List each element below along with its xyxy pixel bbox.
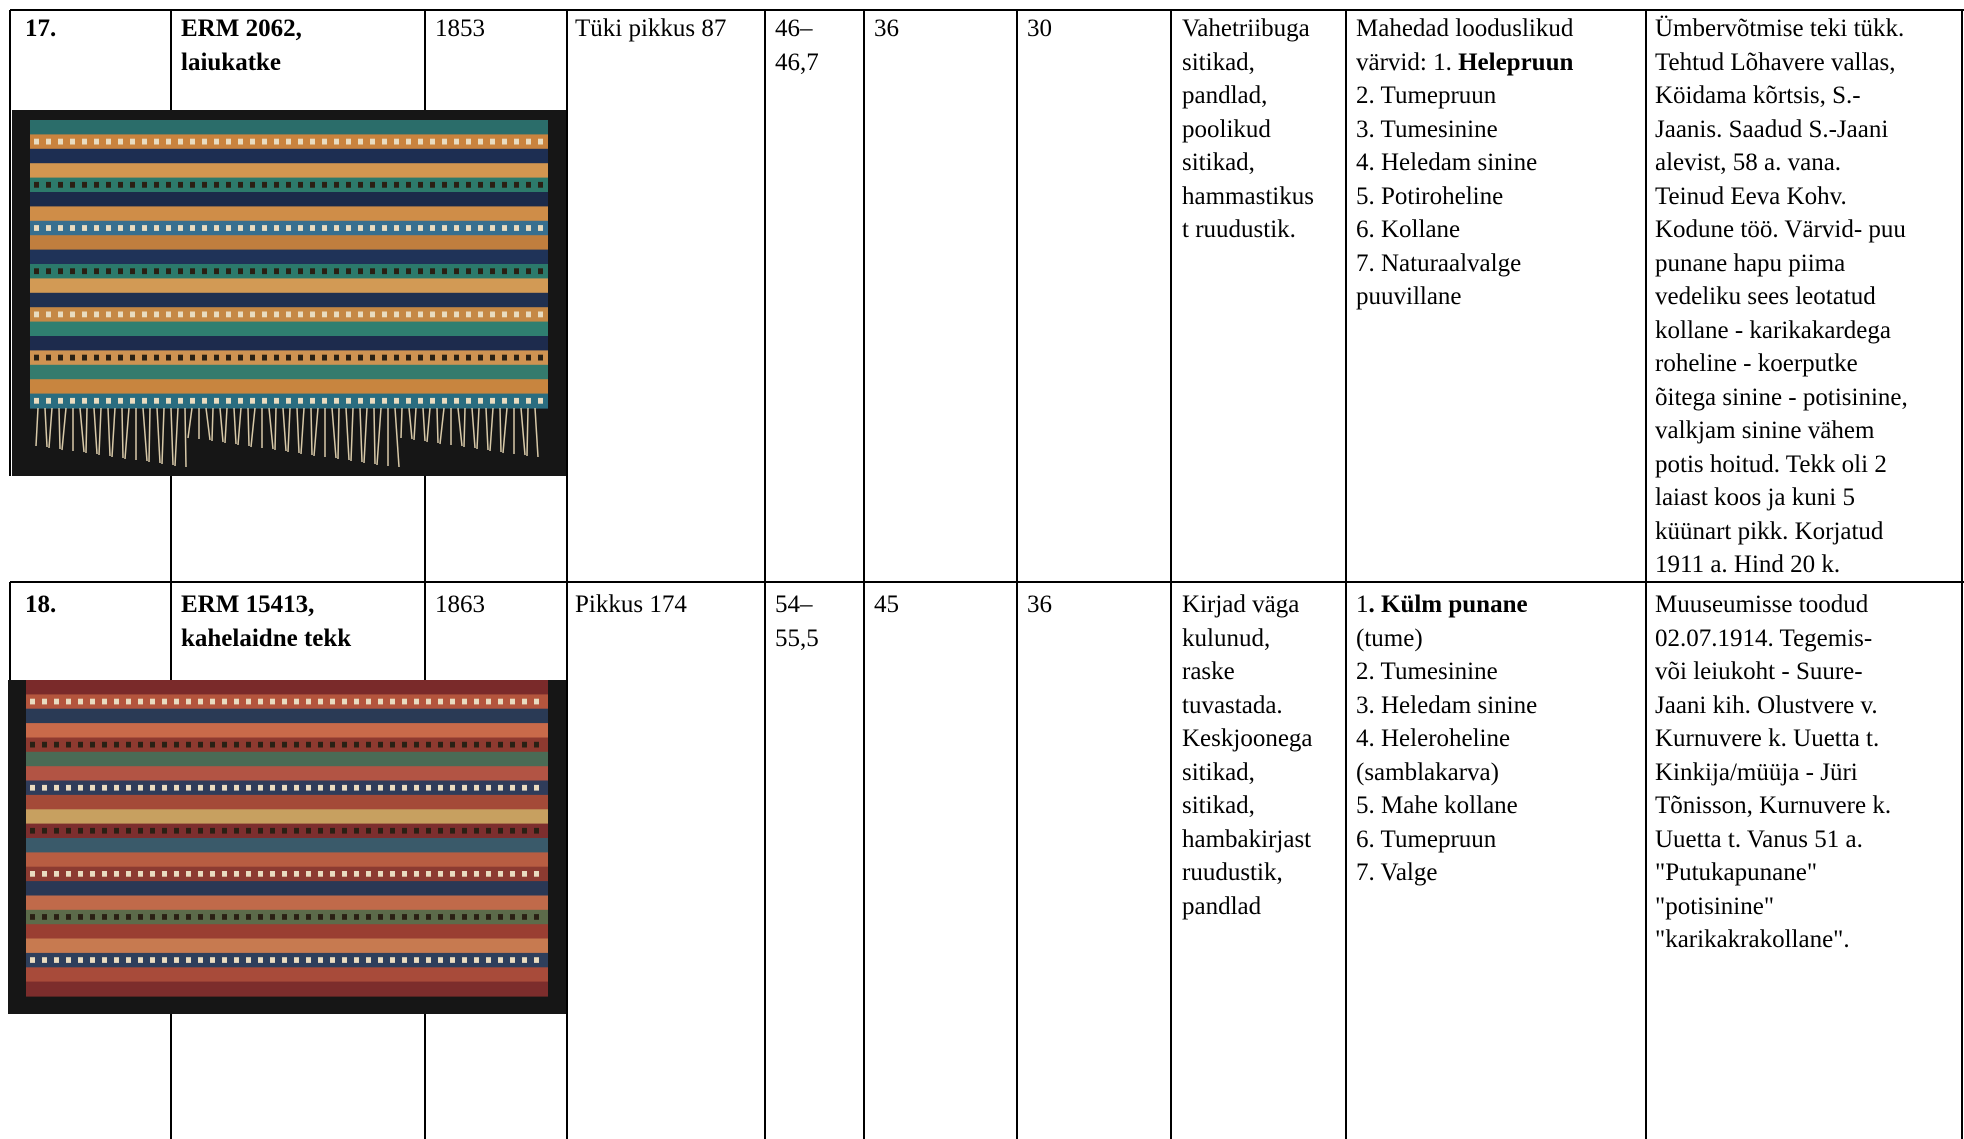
row17-length: Tüki pikkus 87 [575,15,727,42]
notes-line: alevist, 58 a. vana. [1655,149,1842,176]
colors-line [1356,247,1521,281]
colors-line [1356,79,1496,113]
pattern-line: pandlad, [1182,82,1268,109]
pattern-line: hammastikus [1182,182,1314,210]
color-text: 3. Tumesinine [1356,115,1498,143]
color-text: 2. Tumesinine [1356,658,1498,685]
notes-line: "potisinine" [1655,892,1775,920]
color-text: 5. Potiroheline [1356,182,1504,210]
color-text: 6. Kollane [1356,216,1461,243]
colors-line [1356,213,1460,247]
color-text-bold: . Külm punane [1368,591,1528,618]
notes-line: küünart pikk. Korjatud [1655,517,1884,545]
colors-line [1356,146,1537,180]
row18-number: 18. [25,591,57,618]
color-text: 5. Mahe kollane [1356,792,1518,819]
row18-year: 1863 [435,591,485,618]
row18-width-line1: 54– [775,591,813,618]
notes-line: "karikakrakollane". [1655,926,1850,953]
notes-line: Köidama kõrtsis, S.- [1655,82,1861,109]
notes-line: õitega sinine - potisinine, [1655,383,1908,411]
notes-line: Teinud Eeva Kohv. [1655,182,1847,210]
colors-line [1356,756,1499,790]
color-text: 3. Heledam sinine [1356,691,1538,719]
colors-line [1356,789,1518,823]
row17-col7: 30 [1027,15,1052,42]
notes-line: Ümbervõtmise teki tükk. [1655,15,1905,42]
color-text: 7. Naturaalvalge [1356,249,1522,277]
colors-line [1356,823,1496,857]
color-text: 1 [1356,591,1369,618]
color-text: (samblakarva) [1356,758,1499,786]
row18-id-line1: ERM 15413, [181,591,315,618]
row18-width-line2: 55,5 [775,625,819,652]
color-text: Mahedad looduslikud [1356,15,1574,42]
colors-line [1356,280,1462,314]
notes-line: Kurnuvere k. Uuetta t. [1655,725,1880,752]
colors-line [1356,180,1503,214]
pattern-line: pandlad [1182,892,1262,920]
row18-length: Pikkus 174 [575,591,687,618]
row17-year: 1853 [435,15,485,42]
notes-line: Jaani kih. Olustvere v. [1655,691,1878,719]
row17-width-line2: 46,7 [775,49,819,76]
notes-line: Muuseumisse toodud [1655,591,1869,618]
notes-line: kollane - karikakardega [1655,316,1891,344]
row17-number: 17. [25,15,57,42]
colors-line [1356,722,1510,756]
notes-line: või leiukoht - Suure- [1655,658,1863,685]
notes-line: Jaanis. Saadud S.-Jaani [1655,115,1889,143]
notes-line: Uuetta t. Vanus 51 a. [1655,825,1863,853]
notes-line: 1911 a. Hind 20 k. [1655,551,1841,578]
colors-line [1356,655,1498,689]
notes-line: Tõnisson, Kurnuvere k. [1655,792,1892,819]
pattern-line: sitikad, [1182,149,1255,176]
colors-line [1356,689,1537,723]
color-text: 4. Heledam sinine [1356,149,1538,176]
row17-col6: 36 [874,15,899,42]
pattern-line: sitikad, [1182,758,1255,786]
row17-id-line2: laiukatke [181,49,282,76]
color-text: 2. Tumepruun [1356,82,1497,109]
row18-col6: 45 [874,591,899,618]
pattern-line: hambakirjast [1182,825,1312,853]
notes-line: punane hapu piima [1655,249,1846,277]
pattern-line: raske [1182,658,1235,685]
row18-col7: 36 [1027,591,1052,618]
notes-line: Kinkija/müüja - Jüri [1655,758,1858,786]
notes-line: "Putukapunane" [1655,859,1818,886]
row18-id-line2: kahelaidne tekk [181,625,352,652]
blanket-photo-erm-2062 [12,110,566,476]
colors-line [1356,12,1573,46]
color-text: 4. Heleroheline [1356,725,1511,752]
color-text: värvid: 1. [1356,48,1459,76]
pattern-line: tuvastada. [1182,691,1283,719]
notes-line: valkjam sinine vähem [1655,417,1875,444]
notes-line: Tehtud Lõhavere vallas, [1655,48,1896,76]
notes-line: vedeliku sees leotatud [1655,283,1876,310]
notes-line: potis hoitud. Tekk oli 2 [1655,450,1887,478]
notes-line: roheline - koerputke [1655,350,1858,377]
colors-line [1356,856,1437,890]
row17-width-line1: 46– [775,15,813,42]
row17-id-line1: ERM 2062, [181,15,302,42]
colors-line [1356,113,1498,147]
color-text: 6. Tumepruun [1356,825,1497,853]
colors-line [1356,46,1573,80]
pattern-line: poolikud [1182,115,1271,143]
pattern-line: t ruudustik. [1182,216,1296,243]
blanket-photo-erm-15413 [8,680,566,1014]
notes-line: laiast koos ja kuni 5 [1655,484,1855,511]
pattern-line: Keskjoonega [1182,725,1313,752]
pattern-line: sitikad, [1182,792,1255,819]
pattern-line: Kirjad väga [1182,591,1300,618]
color-text: (tume) [1356,624,1423,652]
pattern-line: sitikad, [1182,48,1255,76]
pattern-line: ruudustik, [1182,859,1283,886]
pattern-line: kulunud, [1182,624,1271,652]
notes-line: Kodune töö. Värvid- puu [1655,216,1906,243]
color-text: puuvillane [1356,283,1462,310]
pattern-line: Vahetriibuga [1182,15,1310,42]
color-text: 7. Valge [1356,859,1438,886]
colors-line [1356,622,1423,656]
color-text-bold: Helepruun [1458,48,1574,76]
notes-line: 02.07.1914. Tegemis- [1655,624,1873,652]
colors-line [1356,588,1528,622]
